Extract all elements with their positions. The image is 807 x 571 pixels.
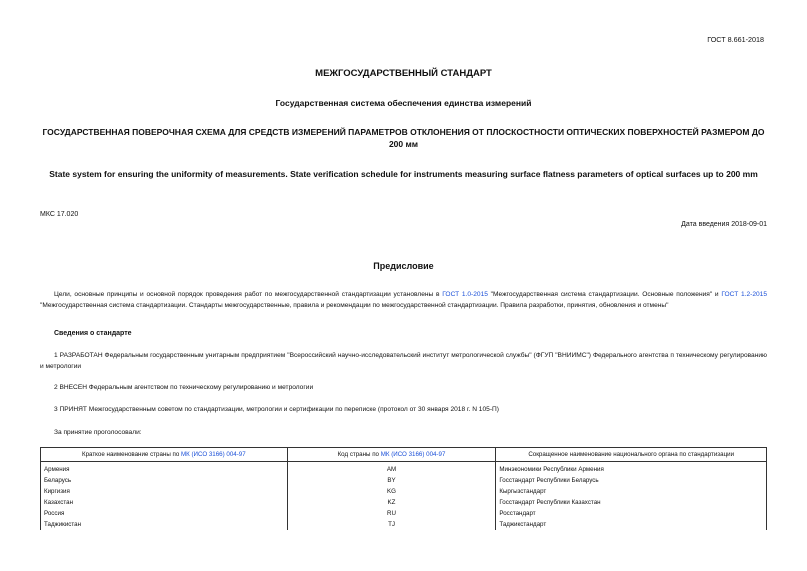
code-cell: KG	[287, 486, 496, 497]
vote-label: За принятие проголосовали:	[54, 429, 142, 436]
table-row	[41, 508, 767, 519]
table-row	[41, 475, 767, 486]
mk-iso-link[interactable]: МК (ИСО 3166) 004-97	[380, 451, 446, 458]
table-row	[41, 497, 767, 508]
header-standards-body	[496, 448, 767, 462]
code-cell: KZ	[287, 497, 496, 508]
country-cell: Армения	[41, 462, 288, 476]
preface-text-2: "Межгосударственная система стандартизации. Основные положения" и	[487, 291, 722, 298]
standard-type-heading: МЕЖГОСУДАРСТВЕННЫЙ СТАНДАРТ	[315, 68, 492, 79]
preface-text-3: "Межгосударственная система стандартизации. Стандарты межгосударственные, правила и рекомендации по межгосударственной стандартизации. Правила разработки, принятия, обновления и отмены"	[40, 302, 669, 309]
table-header-row	[41, 448, 767, 462]
code-cell: RU	[287, 508, 496, 519]
gost-1-0-link[interactable]: ГОСТ 1.0-2015	[442, 291, 488, 298]
table-row	[41, 462, 767, 476]
body-cell: Госстандарт Республики Беларусь	[496, 475, 767, 486]
country-cell: Беларусь	[41, 475, 288, 486]
body-cell: Таджикстандарт	[496, 519, 767, 530]
body-cell: Минэкономики Республики Армения	[496, 462, 767, 476]
code-cell: BY	[287, 475, 496, 486]
item-developed: 1 РАЗРАБОТАН Федеральным государственным унитарным предприятием "Всероссийский научно-исследовательский институт метрологической службы" (ФГУП "ВНИИМС") Федерального агентства п техническому регулированию и метрологии	[40, 352, 767, 370]
introduction-date: Дата введения 2018-09-01	[681, 221, 767, 228]
code-cell: TJ	[287, 519, 496, 530]
title-english: State system for ensuring the uniformity of measurements. State verification schedule for instruments measuring surface flatness parameters of optical surfaces up to 200 mm	[49, 169, 758, 179]
header-code-text: Код страны по	[337, 451, 381, 458]
table-row	[41, 519, 767, 530]
mks-code: МКС 17.020	[40, 211, 79, 218]
header-country-text: Краткое наименование страны по	[81, 451, 181, 458]
gost-1-2-link[interactable]: ГОСТ 1.2-2015	[721, 291, 768, 298]
country-cell: Россия	[41, 508, 288, 519]
country-cell: Киргизия	[41, 486, 288, 497]
body-cell: Госстандарт Республики Казахстан	[496, 497, 767, 508]
preface-paragraph	[40, 289, 767, 311]
mk-iso-link[interactable]: МК (ИСО 3166) 004-97	[181, 451, 246, 458]
table-row	[41, 486, 767, 497]
about-standard-heading: Сведения о стандарте	[54, 330, 132, 337]
document-code: ГОСТ 8.661-2018	[707, 35, 764, 44]
code-cell: AM	[287, 462, 496, 476]
country-cell: Казахстан	[41, 497, 288, 508]
header-country-name	[41, 448, 288, 462]
title-russian: ГОСУДАРСТВЕННАЯ ПОВЕРОЧНАЯ СХЕМА ДЛЯ СРЕДСТВ ИЗМЕРЕНИЙ ПАРАМЕТРОВ ОТКЛОНЕНИЯ ОТ ПЛОСКОСТНОСТИ ОПТИЧЕСКИХ ПОВЕРХНОСТЕЙ РАЗМЕРОМ ДО 200 мм	[42, 127, 765, 149]
item-submitted: 2 ВНЕСЕН Федеральным агентством по техническому регулированию и метрологии	[54, 384, 314, 391]
preface-heading: Предисловие	[373, 261, 434, 271]
header-country-code	[287, 448, 496, 462]
voting-states-table	[40, 447, 767, 530]
country-cell: Таджикистан	[41, 519, 288, 530]
body-cell: Кыргызстандарт	[496, 486, 767, 497]
system-name-heading: Государственная система обеспечения единства измерений	[275, 98, 532, 108]
item-adopted: 3 ПРИНЯТ Межгосударственным советом по стандартизации, метрологии и сертификации по переписке (протокол от 30 января 2018 г. N 105-П)	[54, 406, 499, 413]
body-cell: Росстандарт	[496, 508, 767, 519]
preface-text-1: Цели, основные принципы и основной порядок проведения работ по межгосударственной стандартизации установлены в	[54, 291, 443, 298]
header-body-text: Сокращенное наименование национального органа по стандартизации	[528, 451, 735, 458]
